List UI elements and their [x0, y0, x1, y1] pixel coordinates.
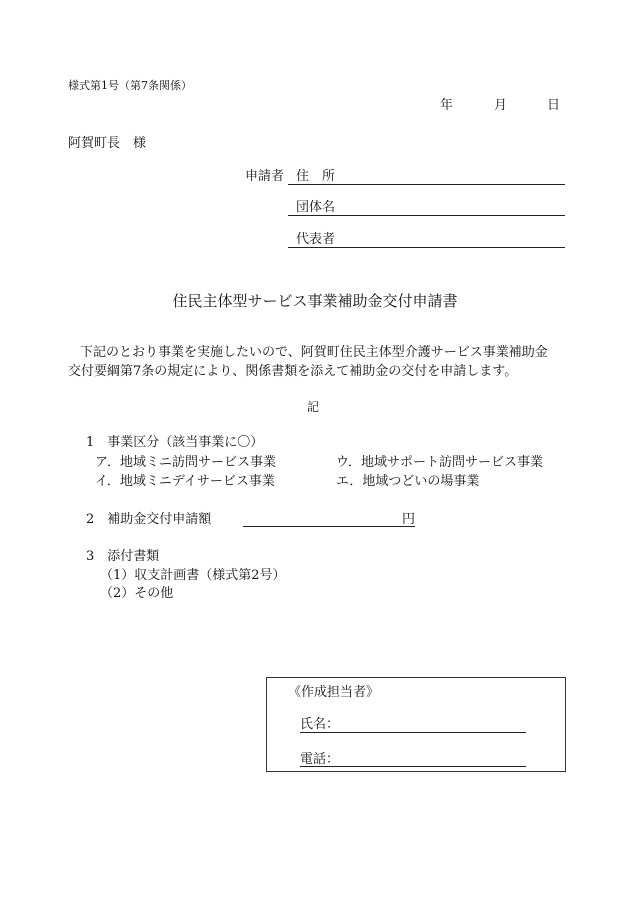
section1-item-e: エ．地域つどいの場事業 — [336, 474, 480, 489]
attachment-item-1: （1）収支計画書（様式第2号） — [100, 568, 286, 583]
addressee: 阿賀町長 様 — [68, 136, 147, 151]
contact-name-field-line[interactable] — [300, 732, 526, 733]
body-line-1: 下記のとおり事業を実施したいので、阿賀町住民主体型介護サービス事業補助金 — [80, 345, 548, 360]
representative-label: 代表者 — [296, 232, 336, 247]
contact-title: 《作成担当者》 — [288, 685, 380, 700]
address-field-line[interactable] — [288, 184, 565, 185]
contact-phone-field-line[interactable] — [300, 766, 526, 767]
organization-field-line[interactable] — [288, 215, 565, 216]
date-year-label: 年 — [440, 98, 454, 113]
ki-mark: 記 — [307, 400, 320, 414]
address-label: 住 所 — [296, 169, 336, 184]
contact-phone-label: 電話： — [300, 752, 340, 767]
section1-item-a: ア．地域ミニ訪問サービス事業 — [95, 455, 276, 470]
section3-heading: 3 添付書類 — [86, 549, 160, 564]
section1-item-u: ウ．地域サポート訪問サービス事業 — [336, 455, 543, 470]
form-number: 様式第1号（第7条関係） — [68, 79, 192, 92]
section1-item-i: イ．地域ミニデイサービス事業 — [95, 474, 275, 489]
attachment-item-2: （2）その他 — [100, 586, 174, 601]
contact-box — [266, 677, 566, 772]
applicant-label: 申請者 — [245, 169, 285, 184]
section2-heading: 2 補助金交付申請額 — [86, 512, 212, 527]
page-title: 住民主体型サービス事業補助金交付申請書 — [172, 292, 458, 310]
body-line-2: 交付要綱第7条の規定により、関係書類を添えて補助金の交付を申請します。 — [68, 364, 518, 379]
amount-unit: 円 — [402, 512, 416, 527]
amount-field-line[interactable] — [243, 526, 415, 527]
organization-label: 団体名 — [296, 200, 336, 215]
date-month-label: 月 — [494, 98, 508, 113]
date-day-label: 日 — [547, 98, 561, 113]
representative-field-line[interactable] — [288, 247, 565, 248]
contact-name-label: 氏名： — [300, 717, 340, 732]
section1-heading: 1 事業区分（該当事業に〇） — [86, 435, 264, 450]
